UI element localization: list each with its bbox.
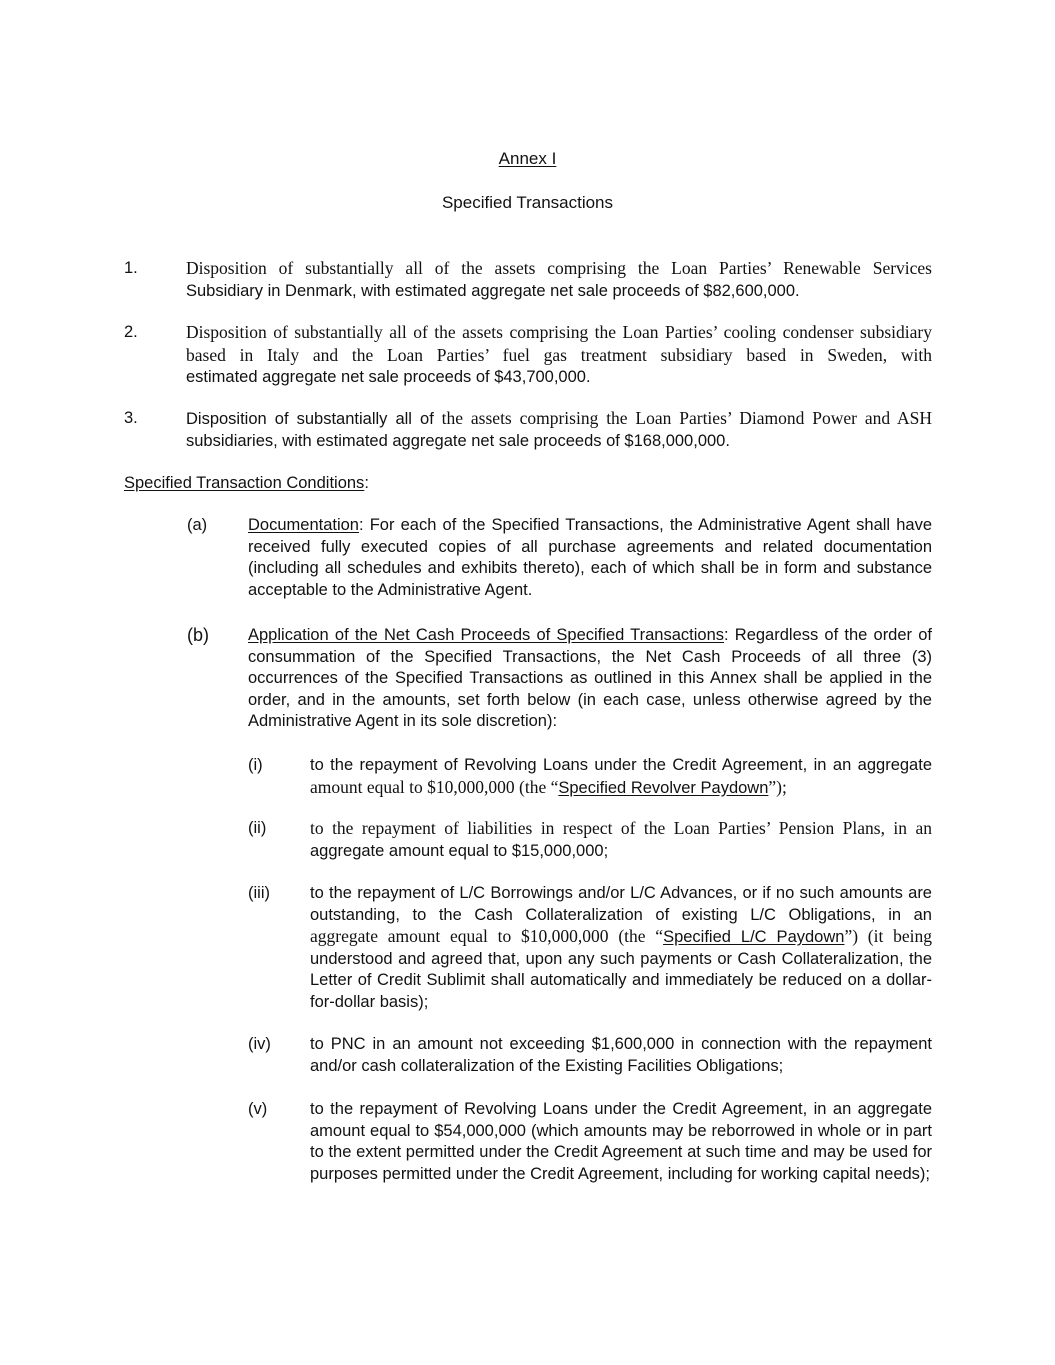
transaction-text: Disposition of substantially all of the assets comprising the Loan Parties’ Renewable Services Subsidiary in Denmark, with estimated aggregate net sale proceeds of $82,600,000. — [186, 258, 932, 300]
defined-term: Specified L/C Paydown — [663, 928, 845, 946]
condition-label: (a) — [187, 516, 208, 534]
transaction-number: 3. — [124, 409, 138, 427]
defined-term: Specified Revolver Paydown — [558, 778, 769, 797]
annex-subtitle: Specified Transactions — [441, 193, 614, 212]
condition-heading: Application of the Net Cash Proceeds of Specified Transactions — [248, 626, 725, 644]
application-text: to the repayment of Revolving Loans under the Credit Agreement, in an aggregate amount equal to $54,000,000 (which amounts may be reborrowed in whole or in part to the extent permitted under the Credit Agreement at such time and may be used for purposes permitted under the Credit Agreement, including for working capital needs); — [310, 1100, 932, 1183]
application-text: to PNC in an amount not exceeding $1,600,000 in connection with the repayment and/or cash collateralization of the Existing Facilities Obligations; — [310, 1035, 932, 1075]
transaction-number: 1. — [124, 259, 138, 277]
application-text: to the repayment of liabilities in respect of the Loan Parties’ Pension Plans, in an aggregate amount equal to $15,000,000; — [310, 818, 932, 860]
transaction-text: Disposition of substantially all of the assets comprising the Loan Parties’ cooling condenser subsidiary based in Italy and the Loan Parties’ fuel gas treatment subsidiary based in Sweden, with estimated aggregate net sale proceeds of $43,700,000. — [186, 322, 932, 386]
application-label: (iv) — [248, 1035, 271, 1053]
condition-heading: Documentation — [248, 516, 359, 534]
annex-title: Annex I — [498, 149, 557, 168]
application-text: to the repayment of L/C Borrowings and/or L/C Advances, or if no such amounts are outstanding, to the Cash Collateralization of existing L/C Obligations, in an aggregate amount equal to $10,000,000 (the “Specified L/C Paydown”) (it being understood and agreed that, upon any such payments or Cash Collateralization, the Letter of Credit Sublimit shall automatically and immediately be reduced on a dollar-for-dollar basis); — [310, 884, 932, 1011]
application-text: to the repayment of Revolving Loans under the Credit Agreement, in an aggregate amount equal to $10,000,000 (the “Specified Revolver Paydown”); — [310, 756, 932, 797]
condition-label: (b) — [187, 625, 209, 645]
application-label: (i) — [248, 756, 263, 774]
condition-text: Application of the Net Cash Proceeds of Specified Transactions: Regardless of the order of consummation of the Specified Transactions, the Net Cash Proceeds of all three (3) occurrences of the Specified Transactions as outlined in this Annex shall be applied in the order, and in the amounts, set forth below (in each case, unless otherwise agreed by the Administrative Agent in its sole discretion): — [248, 626, 932, 730]
condition-text: Documentation: For each of the Specified Transactions, the Administrative Agent shall have received fully executed copies of all purchase agreements and related documentation (including all schedules and exhibits thereto), each of which shall be in form and substance acceptable to the Administrative Agent. — [248, 516, 932, 599]
conditions-heading: Specified Transaction Conditions: — [124, 474, 369, 492]
application-label: (iii) — [248, 884, 270, 902]
transaction-number: 2. — [124, 323, 138, 341]
application-label: (ii) — [248, 819, 267, 837]
application-label: (v) — [248, 1100, 268, 1118]
transaction-text: Disposition of substantially all of the assets comprising the Loan Parties’ Diamond Power and ASH subsidiaries, with estimated aggregate net sale proceeds of $168,000,000. — [186, 408, 932, 450]
